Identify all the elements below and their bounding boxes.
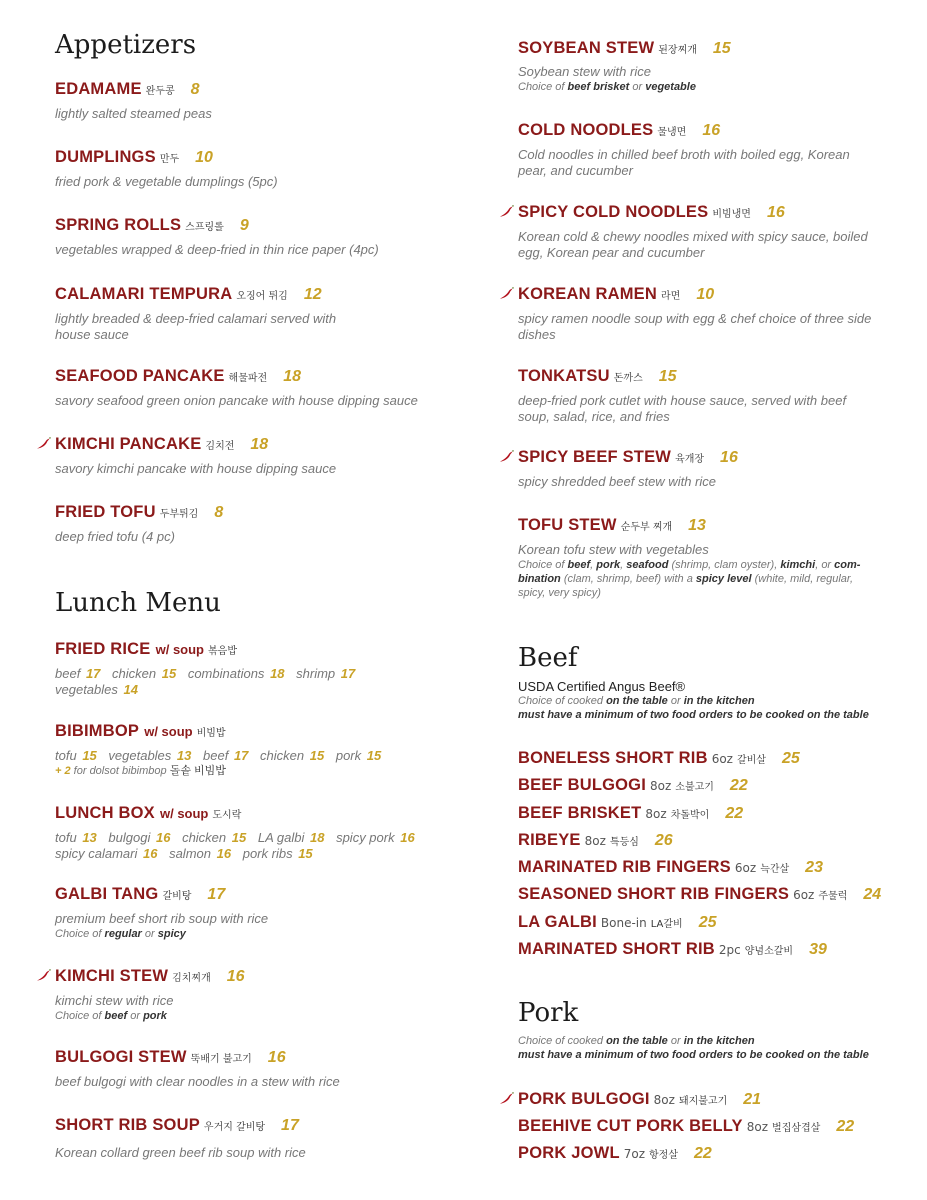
option-label: pork ribs: [242, 846, 293, 861]
chili-pepper-icon: [36, 969, 51, 982]
option-label: chicken: [112, 666, 157, 681]
option-price: 18: [309, 830, 325, 845]
item-size: 8oz: [584, 834, 606, 848]
note-or: or: [670, 695, 681, 707]
choice-option: regular: [104, 928, 142, 940]
option-label: salmon: [169, 846, 211, 861]
item-korean: 비빔냉면: [712, 209, 751, 220]
choice-or: or: [821, 559, 832, 571]
option-label: chicken: [182, 830, 227, 845]
option-label: spicy pork: [336, 830, 395, 845]
item-korean: 오징어 튀김: [236, 291, 288, 302]
dolsot-text: for dolsot bibimbop: [73, 765, 167, 777]
item-price: 23: [805, 859, 823, 876]
option-price: 15: [366, 748, 382, 763]
menu-item-tonkatsu: [518, 366, 858, 425]
pork-item: [518, 1089, 761, 1109]
menu-item-seafood-pancake: [55, 366, 455, 409]
option-label: shrimp: [296, 666, 336, 681]
item-name: LA GALBI: [518, 913, 597, 931]
item-price: 16: [267, 1049, 286, 1066]
choice-option: vegetable: [645, 81, 696, 93]
choice-prefix: Choice of: [55, 928, 102, 940]
option-label: spicy calamari: [55, 846, 138, 861]
choice-or: or: [144, 928, 155, 940]
item-size: 8oz: [645, 807, 667, 821]
choice-or: or: [632, 81, 643, 93]
item-price: 18: [283, 368, 301, 385]
option-price: 16: [216, 846, 232, 861]
item-description: vegetables wrapped & deep-fried in thin rice paper (4pc): [55, 242, 379, 257]
item-name: BIBIMBOP: [55, 722, 140, 740]
choice-option: kimchi: [780, 559, 816, 571]
menu-item-spring-rolls: [55, 215, 455, 258]
option-label: tofu: [55, 830, 77, 845]
item-description: savory kimchi pancake with house dipping sauce: [55, 461, 337, 476]
menu-item-tofu-stew: [518, 515, 908, 600]
option-price: 16: [400, 830, 415, 845]
menu-item-kimchi-stew: [55, 966, 455, 1023]
item-name: LUNCH BOX: [55, 804, 155, 822]
item-description: lightly salted steamed peas: [55, 106, 212, 121]
item-price: 25: [698, 914, 717, 931]
menu-item-bulgogi-stew: [55, 1047, 455, 1090]
item-name: KIMCHI PANCAKE: [55, 435, 202, 453]
item-price: 16: [766, 204, 785, 221]
item-size: 8oz: [746, 1120, 769, 1134]
item-price: 26: [654, 832, 673, 849]
choice-note: [55, 1009, 455, 1023]
item-name: FRIED TOFU: [55, 503, 156, 521]
choice-option: com-: [834, 559, 861, 571]
item-name: DUMPLINGS: [55, 148, 156, 166]
item-price: 17: [207, 886, 226, 903]
option-price: 15: [309, 748, 325, 763]
menu-item-calamari-tempura: [55, 284, 355, 343]
choice-option: seafood: [626, 559, 669, 571]
item-price: 12: [303, 286, 322, 303]
menu-item-bibimbop: [55, 721, 455, 778]
menu-item-spicy-cold-noodles: [518, 202, 888, 261]
item-suffix: w/ soup: [155, 642, 204, 657]
item-name: COLD NOODLES: [518, 121, 654, 139]
item-korean: 완두콩: [145, 86, 175, 97]
beef-item: [518, 748, 800, 768]
choice-detail: (white, mild, regular,: [754, 573, 854, 585]
option-label: combinations: [187, 666, 265, 681]
item-description: spicy ramen noodle soup with egg & chef choice of three side dishes: [518, 311, 872, 342]
option-label: chicken: [260, 748, 305, 763]
price-list: [55, 830, 455, 862]
item-price: 25: [781, 750, 800, 767]
choice-detail: spicy, very spicy): [518, 587, 601, 599]
choice-option: beef: [567, 559, 591, 571]
choice-prefix: Choice of: [55, 1010, 102, 1022]
item-size: Bone-in: [600, 916, 647, 930]
note-prefix: Choice of cooked: [518, 695, 603, 707]
item-korean: 뚝배기 불고기: [190, 1054, 252, 1065]
option-price: 15: [82, 748, 97, 763]
beef-item: [518, 803, 743, 823]
item-suffix: w/ soup: [144, 724, 193, 739]
item-description: fried pork & vegetable dumplings (5pc): [55, 174, 278, 189]
choice-option: beef brisket: [567, 81, 630, 93]
option-price: 15: [231, 830, 247, 845]
item-name: BEEF BULGOGI: [518, 776, 646, 794]
option-label: LA galbi: [257, 830, 305, 845]
item-korean: 김치전: [205, 441, 235, 452]
menu-item-spicy-beef-stew: [518, 447, 908, 490]
beef-subtitle: USDA Certified Angus Beef®: [518, 679, 686, 694]
item-korean: 항정살: [649, 1150, 678, 1161]
item-price: 22: [693, 1145, 712, 1162]
option-price: 17: [233, 748, 249, 763]
chili-pepper-icon: [499, 205, 514, 218]
item-korean: 우거지 갈비탕: [203, 1122, 266, 1133]
choice-note: [518, 80, 908, 94]
menu-item-fried-tofu: [55, 502, 455, 545]
item-name: BONELESS SHORT RIB: [518, 749, 708, 767]
item-korean: 두부튀김: [159, 509, 199, 520]
menu-item-soybean-stew: [518, 38, 908, 94]
item-name: SPICY BEEF STEW: [518, 448, 672, 466]
item-price: 16: [702, 122, 721, 139]
item-name: TOFU STEW: [518, 516, 617, 534]
item-description: deep fried tofu (4 pc): [55, 529, 175, 544]
item-korean: 된장찌개: [658, 45, 697, 56]
item-price: 15: [712, 40, 731, 57]
item-name: SEASONED SHORT RIB FINGERS: [518, 885, 790, 903]
price-list: [55, 748, 455, 764]
menu-item-short-rib-soup: [55, 1115, 455, 1161]
option-price: 15: [298, 846, 313, 861]
item-size: 7oz: [623, 1147, 645, 1161]
beef-item: [518, 939, 827, 959]
item-name: SHORT RIB SOUP: [55, 1116, 200, 1134]
item-price: 8: [190, 81, 200, 98]
item-name: MARINATED SHORT RIB: [518, 940, 715, 958]
item-korean: 해물파전: [228, 373, 268, 384]
beef-item: [518, 775, 748, 795]
choice-detail: (clam, shrimp, beef) with a: [563, 573, 693, 585]
option-price: 15: [161, 666, 177, 681]
item-korean: 도시락: [212, 810, 242, 821]
item-price: 22: [836, 1118, 855, 1135]
choice-option: bination: [518, 573, 561, 585]
choice-note: [55, 927, 455, 941]
beef-notes: [518, 679, 869, 722]
item-name: MARINATED RIB FINGERS: [518, 858, 731, 876]
choice-or: or: [130, 1010, 141, 1022]
option-label: pork: [335, 748, 362, 763]
item-name: SPRING ROLLS: [55, 216, 182, 234]
item-price: 18: [250, 436, 269, 453]
note-option: on the table: [606, 695, 668, 707]
lunch-menu-heading: Lunch Menu: [55, 588, 221, 618]
note-option: on the table: [606, 1035, 668, 1047]
item-description: lightly breaded & deep-fried calamari served with house sauce: [55, 311, 337, 342]
item-korean: 비빔밥: [196, 728, 226, 739]
chili-pepper-icon: [499, 287, 514, 300]
item-price: 9: [239, 217, 249, 234]
menu-item-kimchi-pancake: [55, 434, 455, 477]
choice-option: pork: [143, 1010, 167, 1022]
item-korean: 소불고기: [675, 782, 714, 793]
option-price: 16: [142, 846, 158, 861]
beef-heading: Beef: [518, 643, 578, 673]
item-name: SOYBEAN STEW: [518, 39, 655, 57]
item-price: 17: [281, 1117, 299, 1134]
item-korean: 순두부 찌개: [620, 522, 673, 533]
note-minimum: must have a minimum of two food orders to be cooked on the table: [518, 1049, 869, 1061]
item-name: TONKATSU: [518, 367, 610, 385]
beef-item: [518, 884, 881, 904]
chili-pepper-icon: [36, 437, 51, 450]
item-korean: 늑간살: [760, 864, 790, 875]
chili-pepper-icon: [499, 450, 514, 463]
item-size: 2pc: [718, 943, 741, 957]
option-label: tofu: [55, 748, 77, 763]
item-size: 8oz: [653, 1093, 675, 1107]
item-size: 6oz: [793, 888, 815, 902]
item-name: RIBEYE: [518, 831, 581, 849]
item-price: 10: [195, 149, 213, 166]
item-size: 6oz: [734, 861, 757, 875]
item-korean: 김치찌개: [172, 973, 211, 984]
item-korean: 볶음밥: [208, 646, 237, 657]
item-name: KOREAN RAMEN: [518, 285, 657, 303]
menu-item-korean-ramen: [518, 284, 888, 343]
pork-heading: Pork: [518, 998, 579, 1028]
item-description: savory seafood green onion pancake with house dipping sauce: [55, 393, 418, 408]
pork-item: [518, 1143, 712, 1163]
option-price: 18: [270, 666, 285, 681]
item-korean: LA갈비: [650, 919, 683, 930]
note-or: or: [670, 1035, 681, 1047]
option-price: 17: [340, 666, 356, 681]
note-minimum: must have a minimum of two food orders to be cooked on the table: [518, 709, 869, 721]
item-description: Korean tofu stew with vegetables: [518, 542, 709, 557]
item-description: premium beef short rib soup with rice: [55, 911, 269, 926]
item-price: 16: [720, 449, 738, 466]
option-price: 14: [123, 682, 138, 697]
item-name: SPICY COLD NOODLES: [518, 203, 709, 221]
item-korean: 특등심: [609, 837, 639, 848]
item-description: kimchi stew with rice: [55, 993, 174, 1008]
item-description: spicy shredded beef stew with rice: [518, 474, 716, 489]
option-price: 13: [176, 748, 192, 763]
option-label: beef: [55, 666, 81, 681]
choice-option: beef: [104, 1010, 128, 1022]
item-price: 21: [743, 1091, 762, 1108]
item-name: EDAMAME: [55, 80, 142, 98]
item-name: FRIED RICE: [55, 640, 151, 658]
option-price: 16: [155, 830, 171, 845]
beef-item: [518, 912, 717, 932]
item-price: 22: [729, 777, 748, 794]
item-description: deep-fried pork cutlet with house sauce, served with beef soup, salad, rice, and fries: [518, 393, 847, 424]
item-korean: 육개장: [675, 454, 705, 465]
item-price: 13: [688, 517, 706, 534]
chili-pepper-icon: [499, 1092, 514, 1105]
item-korean: 돼지불고기: [678, 1096, 728, 1107]
item-description: Korean collard green beef rib soup with rice: [55, 1145, 306, 1160]
dolsot-korean: 돌솥 비빔밥: [169, 765, 226, 777]
item-korean: 갈비탕: [162, 891, 192, 902]
item-name: SEAFOOD PANCAKE: [55, 367, 225, 385]
item-price: 15: [658, 368, 677, 385]
pork-notes: [518, 1034, 869, 1062]
choice-prefix: Choice of: [518, 559, 565, 571]
item-name: CALAMARI TEMPURA: [55, 285, 233, 303]
item-name: PORK JOWL: [518, 1144, 620, 1162]
item-name: GALBI TANG: [55, 885, 159, 903]
item-name: KIMCHI STEW: [55, 967, 169, 985]
item-description: Soybean stew with rice: [518, 64, 651, 79]
item-korean: 주물럭: [818, 891, 848, 902]
item-size: 8oz: [650, 779, 672, 793]
item-korean: 벌집삼겹살: [772, 1123, 821, 1134]
menu-item-dumplings: [55, 147, 455, 190]
item-size: 6oz: [711, 752, 733, 766]
item-price: 16: [226, 968, 245, 985]
beef-item: [518, 857, 823, 877]
item-korean: 차돌박이: [670, 810, 710, 821]
item-korean: 돈까스: [613, 373, 643, 384]
beef-item: [518, 830, 673, 850]
item-price: 24: [863, 886, 882, 903]
pork-item: [518, 1116, 854, 1136]
dolsot-note: [55, 764, 455, 778]
note-prefix: Choice of cooked: [518, 1035, 603, 1047]
price-list: [55, 666, 455, 698]
choice-option: spicy: [157, 928, 186, 940]
menu-item-cold-noodles: [518, 120, 878, 179]
option-label: bulgogi: [108, 830, 151, 845]
note-option: in the kitchen: [683, 1035, 755, 1047]
option-label: beef: [203, 748, 229, 763]
option-price: 13: [82, 830, 97, 845]
item-korean: 스프링롤: [185, 222, 224, 233]
option-label: vegetables: [55, 682, 118, 697]
menu-item-edamame: [55, 79, 455, 122]
item-korean: 양념소갈비: [744, 946, 794, 957]
choice-prefix: Choice of: [518, 81, 565, 93]
item-description: beef bulgogi with clear noodles in a stew with rice: [55, 1074, 340, 1089]
item-price: 8: [214, 504, 224, 521]
item-korean: 갈비살: [736, 755, 766, 766]
item-korean: 물냉면: [657, 127, 687, 138]
appetizers-heading: Appetizers: [55, 30, 197, 60]
menu-item-lunch-box: [55, 803, 455, 862]
item-korean: 라면: [660, 291, 681, 302]
item-name: BULGOGI STEW: [55, 1048, 187, 1066]
note-option: in the kitchen: [683, 695, 755, 707]
item-name: BEEHIVE CUT PORK BELLY: [518, 1117, 743, 1135]
item-korean: 만두: [159, 154, 180, 165]
choice-option: pork: [596, 559, 621, 571]
item-description: Korean cold & chewy noodles mixed with spicy sauce, boiled egg, Korean pear and cucumber: [518, 229, 868, 260]
item-name: BEEF BRISKET: [518, 804, 642, 822]
menu-item-galbi-tang: [55, 884, 455, 941]
menu-item-fried-rice: [55, 639, 455, 698]
choice-option: spicy level: [695, 573, 752, 585]
choice-detail: (shrimp, clam oyster),: [671, 559, 778, 571]
item-price: 22: [725, 805, 744, 822]
item-name: PORK BULGOGI: [518, 1090, 650, 1108]
option-label: vegetables: [108, 748, 172, 763]
choice-note: Choice of beef, pork, seafood (shrimp, clam oyster), kimchi, or com- bination (clam, shrimp, beef) with a spicy level (white, mild, regular, spicy, very spicy): [518, 559, 861, 599]
item-suffix: w/ soup: [159, 806, 209, 821]
dolsot-price: + 2: [55, 765, 71, 777]
option-price: 17: [85, 666, 101, 681]
item-description: Cold noodles in chilled beef broth with boiled egg, Korean pear, and cucumber: [518, 147, 850, 178]
item-price: 39: [809, 941, 827, 958]
item-price: 10: [696, 286, 715, 303]
